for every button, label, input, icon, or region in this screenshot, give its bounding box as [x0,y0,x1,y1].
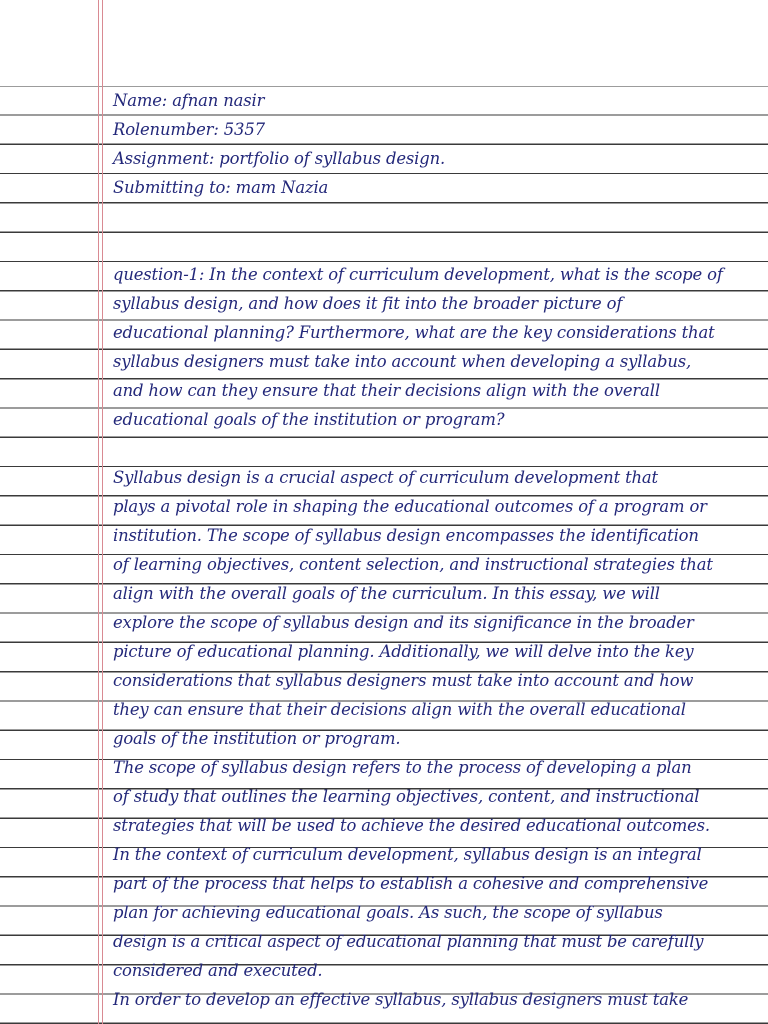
blank-line [113,434,763,463]
question-line: educational goals of the institution or program? [113,410,505,429]
student-name: Name: afnan nasir [113,91,265,110]
question-line: question-1: In the context of curriculum development, what is the scope of [113,265,723,284]
header-block [113,86,763,202]
answer-line: In order to develop an effective syllabus, syllabus designers must take [113,990,689,1009]
answer-line: part of the process that helps to establish a cohesive and comprehensive [113,874,709,893]
answer-line: of study that outlines the learning objectives, content, and instructional [113,787,700,806]
assignment-title: Assignment: portfolio of syllabus design. [113,149,446,168]
handwritten-content [113,86,763,1014]
answer-block [113,463,763,1014]
question-line: and how can they ensure that their decisions align with the overall [113,381,660,400]
margin-line-right [102,0,103,1024]
answer-line: they can ensure that their decisions align with the overall educational [113,700,686,719]
answer-line: picture of educational planning. Additionally, we will delve into the key [113,642,694,661]
answer-line: In the context of curriculum development, syllabus design is an integral [113,845,702,864]
answer-line: considerations that syllabus designers must take into account and how [113,671,694,690]
answer-line: considered and executed. [113,961,323,980]
answer-line: plan for achieving educational goals. As such, the scope of syllabus [113,903,663,922]
answer-line: The scope of syllabus design refers to the process of developing a plan [113,758,692,777]
answer-line: design is a critical aspect of educational planning that must be carefully [113,932,704,951]
answer-line: explore the scope of syllabus design and its significance in the broader [113,613,694,632]
answer-line: align with the overall goals of the curriculum. In this essay, we will [113,584,660,603]
answer-line: of learning objectives, content selection, and instructional strategies that [113,555,713,574]
answer-line: strategies that will be used to achieve the desired educational outcomes. [113,816,710,835]
question-block [113,260,763,434]
roll-number: Rolenumber: 5357 [113,120,265,139]
question-line: syllabus design, and how does it fit into the broader picture of [113,294,623,313]
answer-line: goals of the institution or program. [113,729,401,748]
question-line: syllabus designers must take into account when developing a syllabus, [113,352,692,371]
answer-line: Syllabus design is a crucial aspect of curriculum development that [113,468,658,487]
blank-line [113,231,763,260]
top-margin-area [0,0,768,86]
answer-line: plays a pivotal role in shaping the educational outcomes of a program or [113,497,707,516]
answer-line: institution. The scope of syllabus design encompasses the identification [113,526,699,545]
margin-line-left [98,0,99,1024]
question-line: educational planning? Furthermore, what are the key considerations that [113,323,715,342]
submitting-to: Submitting to: mam Nazia [113,178,329,197]
blank-line [113,202,763,231]
